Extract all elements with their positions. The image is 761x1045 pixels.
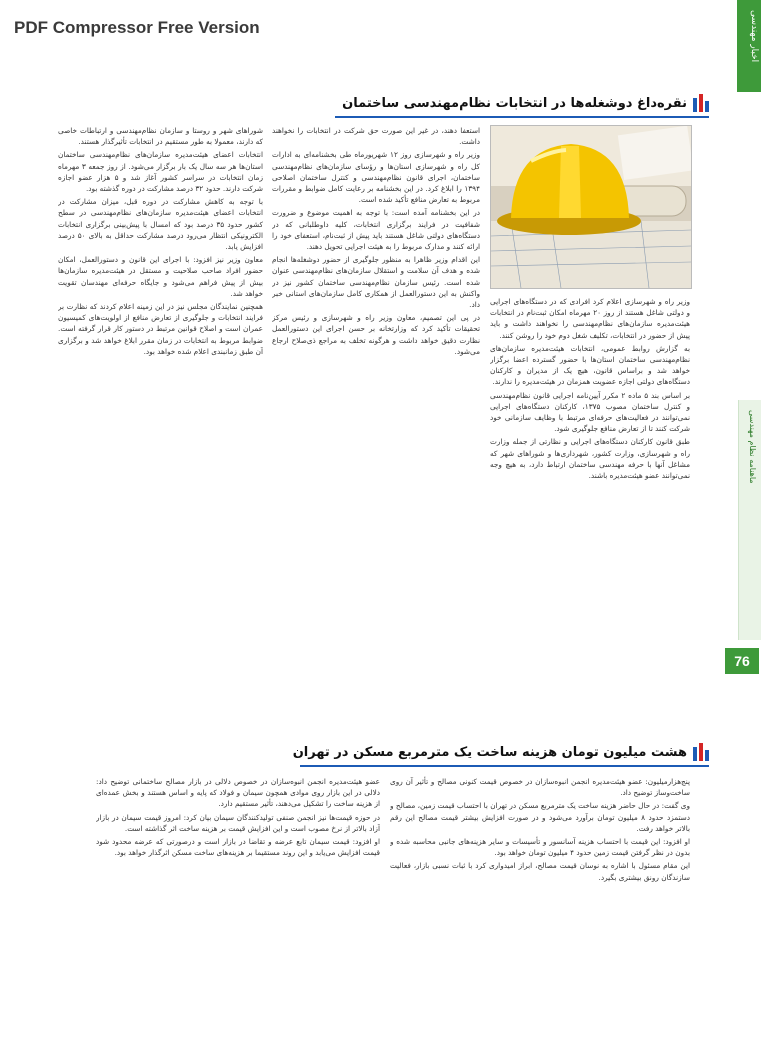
paragraph: این مقام مسئول با اشاره به نوسان قیمت مصالح، ابراز امیدواری کرد با ثبات نسبی بازار، فعالیت سازندگان رونق بیشتری بگیرد. [390, 861, 690, 882]
paragraph: طبق قانون کارکنان دستگاه‌های اجرایی و نظارتی از جمله وزارت راه و شهرسازی، وزارت کشور، شهرداری‌ها و شوراهای شهر که مشاغل آنها با حرفه مهندسی ساختمان ارتباط دارد، به هیچ وجه نمی‌توانند عضو هیئت‌مدیره باشند. [490, 437, 690, 481]
paragraph: معاون وزیر نیز افزود: با اجرای این قانون و دستورالعمل، امکان حضور افراد صاحب صلاحیت و مستقل در هیئت‌مدیره سازمان‌ها بیش از پیش فراهم می‌شود و جایگاه حرفه‌ای مهندسان تقویت خواهد شد. [58, 255, 263, 298]
watermark: PDF Compressor Free Version [14, 18, 260, 37]
article2-title: هشت میلیون تومان هزینه ساخت یک مترمربع مسکن در تهران [292, 744, 687, 760]
side-band-label: ماهنامه نظام مهندسی [748, 410, 757, 484]
side-band [738, 400, 761, 640]
paragraph: در این بخشنامه آمده است: با توجه به اهمیت موضوع و ضرورت شفافیت در فرایند برگزاری انتخابات، کلیه داوطلبانی که در دستگاه‌های دولتی شاغل هستند باید پیش از ثبت‌نام، استعفای خود را ارائه کنند و مدارک مربوط را به هیئت اجرایی تحویل دهند. [272, 208, 480, 252]
hard-hat-illustration [491, 126, 691, 288]
article1-title: نقره‌داغ دوشغله‌ها در انتخابات نظام‌مهندسی ساختمان [342, 95, 687, 111]
paragraph: عضو هیئت‌مدیره انجمن انبوه‌سازان در خصوص دلالی در بازار مصالح ساختمانی توضیح داد: دلالی در این بازار روی موادی همچون سیمان و فولاد که پایه و اساس هستند و بخش عمده‌ای از هزینه ساخت را تشکیل می‌دهند، تأثیر مستقیم دارد. [96, 777, 380, 809]
paragraph: استعفا دهند، در غیر این صورت حق شرکت در انتخابات را نخواهند داشت. [272, 126, 480, 147]
page-number: 76 [725, 648, 759, 674]
paragraph: انتخابات اعضای هیئت‌مدیره سازمان‌های نظام‌مهندسی ساختمان استان‌ها هر سه سال یک بار برگزار می‌شود. از روز جمعه ۳ مهرماه زمان انتخابات در سراسر کشور آغاز شد و ۵ هزار عضو اجازه شرکت دارند. حدود ۳۲ درصد مشارکت در دوره گذشته بود. [58, 150, 263, 194]
paragraph: همچنین نمایندگان مجلس نیز در این زمینه اعلام کردند که نظارت بر فرایند انتخابات و جلوگیری از تعارض منافع از اولویت‌های کمیسیون عمران است و اصلاح قوانین مرتبط در دستور کار قرار گرفته است. ضوابط مربوط به انتخابات در زمان مقرر ابلاغ خواهد شد و برگزاری آن طبق زمانبندی اعلام شده خواهد بود. [58, 302, 263, 356]
paragraph: بر اساس بند ۵ ماده ۲ مکرر آیین‌نامه اجرایی قانون نظام‌مهندسی و کنترل ساختمان مصوب ۱۳۷۵، کارکنان دستگاه‌های اجرایی نمی‌توانند در فعالیت‌های حرفه‌ای مرتبط با وظایف سازمانی خود شرکت کنند تا از تعارض منافع جلوگیری شود. [490, 390, 690, 434]
paragraph: وزیر راه و شهرسازی اعلام کرد افرادی که در دستگاه‌های اجرایی و دولتی شاغل هستند از روز ۲۰ مهرماه امکان ثبت‌نام در انتخابات هیئت‌مدیره سازمان‌های نظام‌مهندسی را نخواهند داشت و باید پیش از حضور در انتخابات، تکلیف شغل دوم خود را روشن کنند. [490, 297, 690, 340]
paragraph: در حوزه قیمت‌ها نیز انجمن صنفی تولیدکنندگان سیمان بیان کرد: امروز قیمت سیمان در بازار آزاد بالاتر از نرخ مصوب است و این افزایش قیمت بر هزینه ساخت اثر گذاشته است. [96, 812, 380, 833]
article2-column-right [390, 776, 690, 966]
paragraph: او افزود: این قیمت با احتساب هزینه آسانسور و تأسیسات و سایر هزینه‌های جانبی محاسبه شده و بدون در نظر گرفتن قیمت زمین حدود ۴ میلیون تومان خواهد بود. [390, 837, 690, 858]
article2-heading [293, 739, 709, 765]
paragraph: شوراهای شهر و روستا و سازمان نظام‌مهندسی و ارتباطات خاصی که دارند، معمولا به طور مستقیم در انتخابات تأثیرگذار هستند. [58, 126, 263, 147]
hard-hat-photo [490, 125, 692, 289]
article2-title-rule [300, 765, 709, 767]
paragraph: در پی این تصمیم، معاون وزیر راه و شهرسازی و رئیس مرکز تحقیقات تأکید کرد که وزارتخانه بر حسن اجرای این دستورالعمل نظارت دقیق خواهد داشت و هرگونه تخلف به مراجع ذی‌صلاح ارجاع می‌شود. [272, 313, 480, 356]
section-tab-label: اخبار مهندسی [749, 10, 759, 63]
title-bars-icon [693, 94, 709, 112]
title-bars-icon [693, 743, 709, 761]
article1-column-middle [272, 125, 480, 725]
paragraph: وی گفت: در حال حاضر هزینه ساخت یک مترمربع مسکن در تهران با احتساب قیمت زمین، مصالح و دستمزد حدود ۸ میلیون تومان برآورد می‌شود و در صورت افزایش بیشتر قیمت مصالح این رقم بالاتر خواهد رفت. [390, 801, 690, 833]
paragraph: این اقدام وزیر ظاهرا به منظور جلوگیری از حضور دوشغله‌ها انجام شده و هدف آن سلامت و استقلال سازمان‌های نظام‌مهندسی عنوان شده است. رئیس سازمان نظام‌مهندسی ساختمان کشور نیز در واکنش به این دستورالعمل از همکاری کامل سازمان‌های استانی خبر داد. [272, 255, 480, 310]
paragraph: به گزارش روابط عمومی، انتخابات هیئت‌مدیره سازمان‌های نظام‌مهندسی ساختمان استان‌ها با حضور گسترده اعضا برگزار خواهد شد و براساس قانون، هیچ یک از مدیران و کارکنان دستگاه‌های دولتی اجازه عضویت همزمان در هیئت‌مدیره را ندارند. [490, 343, 690, 387]
article2-column-middle [96, 776, 380, 966]
article1-column-left [58, 125, 263, 725]
article1-heading [342, 90, 709, 116]
article1-column-right [490, 296, 690, 724]
paragraph: با توجه به کاهش مشارکت در دوره قبل، میزان مشارکت در انتخابات اعضای هیئت‌مدیره سازمان‌های نظام‌مهندسی در سطح کشور حدود ۳۵ درصد بود که امسال با پیش‌بینی برگزاری انتخابات الکترونیکی انتظار می‌رود درصد مشارکت حداقل به بالای ۵۰ درصد افزایش یابد. [58, 197, 263, 252]
article1-title-rule [335, 116, 709, 118]
paragraph: پنج‌هزارمیلیون: عضو هیئت‌مدیره انجمن انبوه‌سازان در خصوص قیمت کنونی مصالح و تأثیر آن روی ساخت‌وساز توضیح داد. [390, 777, 690, 798]
section-tab [737, 0, 761, 92]
paragraph: او افزود: قیمت سیمان تابع عرضه و تقاضا در بازار است و درصورتی که عرضه محدود شود قیمت افزایش می‌یابد و این روند مستقیما بر هزینه‌های ساخت مسکن اثرگذار خواهد بود. [96, 837, 380, 858]
paragraph: وزیر راه و شهرسازی روز ۱۲ شهریورماه طی بخشنامه‌ای به ادارات کل راه و شهرسازی استان‌ها و رؤسای سازمان‌های نظام‌مهندسی ساختمان، اجرای قانون نظام‌مهندسی و کنترل ساختمان اصلاحی ۱۳۹۴ را ابلاغ کرد. در این بخشنامه بر رعایت کامل ضوابط و مقررات مربوط به تعارض منافع تأکید شده است. [272, 150, 480, 205]
